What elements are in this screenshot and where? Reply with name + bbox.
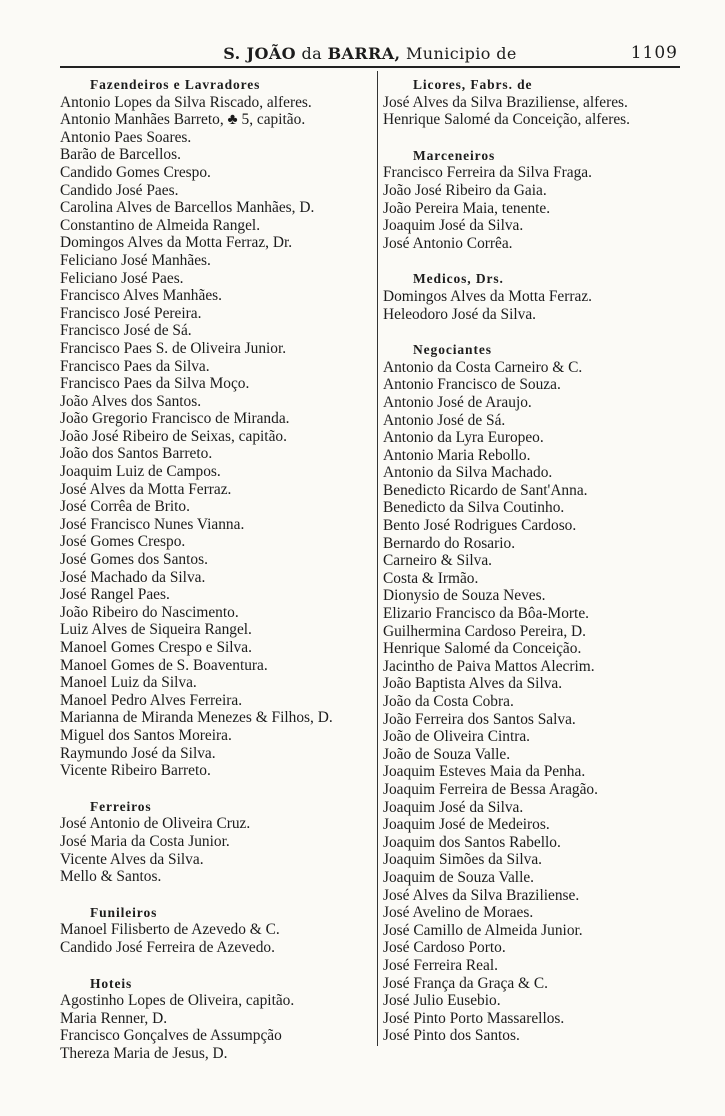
directory-entry: Antonio Lopes da Silva Riscado, alferes. [60, 93, 312, 111]
directory-entry: Agostinho Lopes de Oliveira, capitão. [60, 992, 295, 1010]
directory-entry: João Baptista Alves da Silva. [383, 675, 563, 693]
directory-entry: Elizario Francisco da Bôa-Morte. [383, 605, 589, 623]
directory-entry: Antonio da Costa Carneiro & C. [383, 358, 583, 376]
directory-entry: Vicente Ribeiro Barreto. [60, 762, 211, 780]
directory-entry: Antonio Maria Rebollo. [383, 446, 531, 464]
directory-entry: Antonio José de Araujo. [383, 393, 532, 411]
section-title: Negociantes [413, 342, 492, 358]
directory-entry: Antonio Francisco de Souza. [383, 376, 561, 394]
directory-entry: João Ferreira dos Santos Salva. [383, 710, 576, 728]
directory-entry: Henrique Salomé da Conceição. [383, 640, 582, 658]
directory-entry: José Antonio Corrêa. [383, 234, 513, 252]
directory-entry: José Rangel Paes. [60, 586, 170, 604]
directory-entry: Jacintho de Paiva Mattos Alecrim. [383, 657, 595, 675]
directory-entry: Bento José Rodrigues Cardoso. [383, 517, 577, 535]
directory-entry: Benedicto da Silva Coutinho. [383, 499, 565, 517]
directory-entry: Joaquim José da Silva. [383, 798, 524, 816]
left-column [60, 76, 375, 1062]
directory-entry: José Antonio de Oliveira Cruz. [60, 815, 251, 833]
right-column [383, 76, 683, 1045]
directory-entry: Benedicto Ricardo de Sant'Anna. [383, 481, 588, 499]
directory-entry: Manoel Pedro Alves Ferreira. [60, 691, 243, 709]
section-title: Fazendeiros e Lavradores [90, 77, 261, 92]
directory-entry: Feliciano José Paes. [60, 269, 184, 287]
directory-entry: João Ribeiro do Nascimento. [60, 603, 239, 621]
column-divider [377, 71, 378, 1046]
directory-entry: João Pereira Maia, tenente. [383, 199, 551, 217]
directory-entry: Barão de Barcellos. [60, 146, 181, 164]
directory-entry: João dos Santos Barreto. [60, 445, 213, 463]
directory-entry: Domingos Alves da Motta Ferraz. [383, 287, 593, 305]
directory-entry: José Pinto Porto Massarellos. [383, 1009, 565, 1027]
directory-entry: José Ferreira Real. [383, 956, 498, 974]
directory-entry: Francisco Alves Manhães. [60, 287, 222, 305]
directory-entry: José Alves da Silva Braziliense. [383, 886, 580, 904]
directory-entry: Antonio da Lyra Europeo. [383, 429, 544, 447]
directory-entry: Antonio Paes Soares. [60, 128, 192, 146]
directory-entry: Maria Renner, D. [60, 1009, 168, 1027]
directory-entry: Manoel Gomes Crespo e Silva. [60, 639, 252, 656]
directory-entry: Manoel Filisberto de Azevedo & C. [60, 921, 280, 939]
directory-entry: Joaquim Esteves Maia da Penha. [383, 763, 586, 781]
section-title: Funileiros [90, 904, 158, 920]
header-title [60, 44, 680, 63]
directory-entry: Mello & Santos. [60, 868, 162, 886]
section-title: Licores, Fabrs. de [413, 77, 533, 92]
section-title: Marceneiros [413, 147, 496, 163]
header-da: da [301, 44, 323, 63]
directory-entry: João Gregorio Francisco de Miranda. [60, 410, 290, 428]
directory-entry: Candido Gomes Crespo. [60, 163, 211, 181]
directory-entry: José Camillo de Almeida Junior. [383, 921, 583, 939]
directory-entry: José Corrêa de Brito. [60, 498, 190, 516]
directory-entry: Joaquim Ferreira de Bessa Aragão. [383, 780, 598, 798]
directory-entry: Antonio da Silva Machado. [383, 464, 553, 482]
directory-entry: Bernardo do Rosario. [383, 534, 516, 552]
directory-entry: Henrique Salomé da Conceição, alferes. [383, 111, 631, 129]
directory-entry: José Francisco Nunes Vianna. [60, 515, 245, 533]
page-header [60, 42, 680, 68]
directory-entry: Joaquim dos Santos Rabello. [383, 833, 561, 851]
directory-entry: Costa & Irmão. [383, 569, 479, 587]
header-place2: BARRA, [327, 44, 401, 63]
directory-entry: João José Ribeiro de Seixas, capitão. [60, 427, 287, 445]
directory-section [60, 798, 375, 886]
directory-entry: José Avelino de Moraes. [383, 904, 534, 922]
directory-entry: José Alves da Motta Ferraz. [60, 480, 232, 498]
directory-section [60, 975, 375, 1063]
directory-entry: João da Costa Cobra. [383, 693, 514, 710]
directory-entry: José Julio Eusebio. [383, 992, 501, 1010]
directory-entry: João Alves dos Santos. [60, 392, 202, 410]
directory-entry: Miguel dos Santos Moreira. [60, 726, 232, 744]
directory-entry: José Pinto dos Santos. [383, 1027, 520, 1045]
directory-entry: Joaquim José de Medeiros. [383, 816, 550, 834]
directory-entry: Candido José Paes. [60, 181, 179, 199]
directory-section [383, 270, 683, 323]
directory-section [383, 76, 683, 129]
directory-entry: Antonio José de Sá. [383, 411, 506, 429]
directory-entry: Joaquim José da Silva. [383, 217, 524, 235]
directory-entry: Joaquim de Souza Valle. [383, 868, 535, 886]
directory-entry: Marianna de Miranda Menezes & Filhos, D. [60, 709, 333, 727]
directory-entry: José Cardoso Porto. [383, 939, 506, 957]
directory-section [383, 341, 683, 1045]
page-number: 1109 [630, 43, 678, 63]
directory-entry: José Gomes dos Santos. [60, 551, 208, 569]
section-title: Hoteis [90, 975, 133, 991]
directory-entry: Guilhermina Cardoso Pereira, D. [383, 622, 587, 640]
directory-entry: Francisco Ferreira da Silva Fraga. [383, 164, 592, 182]
directory-entry: Heleodoro José da Silva. [383, 305, 537, 323]
directory-entry: Dionysio de Souza Neves. [383, 587, 546, 605]
directory-entry: José Alves da Silva Braziliense, alferes. [383, 93, 628, 111]
directory-entry: José Gomes Crespo. [60, 533, 186, 551]
directory-section [60, 76, 375, 780]
header-place: S. JOÃO [223, 44, 296, 63]
directory-entry: Raymundo José da Silva. [60, 744, 216, 762]
directory-entry: Manoel Luiz da Silva. [60, 674, 197, 692]
directory-entry: Francisco Paes da Silva Moço. [60, 375, 250, 393]
directory-entry: José Machado da Silva. [60, 568, 206, 586]
directory-entry: João de Souza Valle. [383, 745, 511, 763]
directory-entry: Joaquim Luiz de Campos. [60, 463, 221, 481]
directory-entry: Luiz Alves de Siqueira Rangel. [60, 621, 252, 639]
directory-entry: Vicente Alves da Silva. [60, 850, 204, 868]
directory-entry: Joaquim Simões da Silva. [383, 851, 543, 869]
directory-entry: Thereza Maria de Jesus, D. [60, 1044, 228, 1062]
section-title: Medicos, Drs. [413, 271, 504, 287]
directory-entry: Domingos Alves da Motta Ferraz, Dr. [60, 234, 293, 252]
directory-entry: Manoel Gomes de S. Boaventura. [60, 656, 268, 674]
directory-entry: Francisco Gonçalves de Assumpção [60, 1027, 282, 1045]
directory-entry: Carolina Alves de Barcellos Manhães, D. [60, 199, 315, 217]
directory-entry: Candido José Ferreira de Azevedo. [60, 938, 275, 956]
directory-section [60, 904, 375, 957]
directory-entry: José Maria da Costa Junior. [60, 832, 230, 850]
directory-entry: Francisco Paes S. de Oliveira Junior. [60, 339, 287, 357]
directory-entry: José França da Graça & C. [383, 974, 548, 992]
directory-entry: Feliciano José Manhães. [60, 251, 211, 269]
section-title: Ferreiros [90, 798, 152, 814]
directory-entry: Francisco José Pereira. [60, 304, 202, 322]
header-municipio: Municipio de [406, 44, 517, 63]
directory-entry: Carneiro & Silva. [383, 552, 492, 570]
directory-entry: João José Ribeiro da Gaia. [383, 181, 547, 199]
directory-entry: Antonio Manhães Barreto, ♣ 5, capitão. [60, 111, 306, 129]
directory-entry: Francisco Paes da Silva. [60, 357, 210, 375]
directory-entry: Constantino de Almeida Rangel. [60, 216, 261, 234]
directory-entry: Francisco José de Sá. [60, 322, 192, 340]
directory-entry: João de Oliveira Cintra. [383, 728, 531, 746]
directory-section [383, 147, 683, 253]
